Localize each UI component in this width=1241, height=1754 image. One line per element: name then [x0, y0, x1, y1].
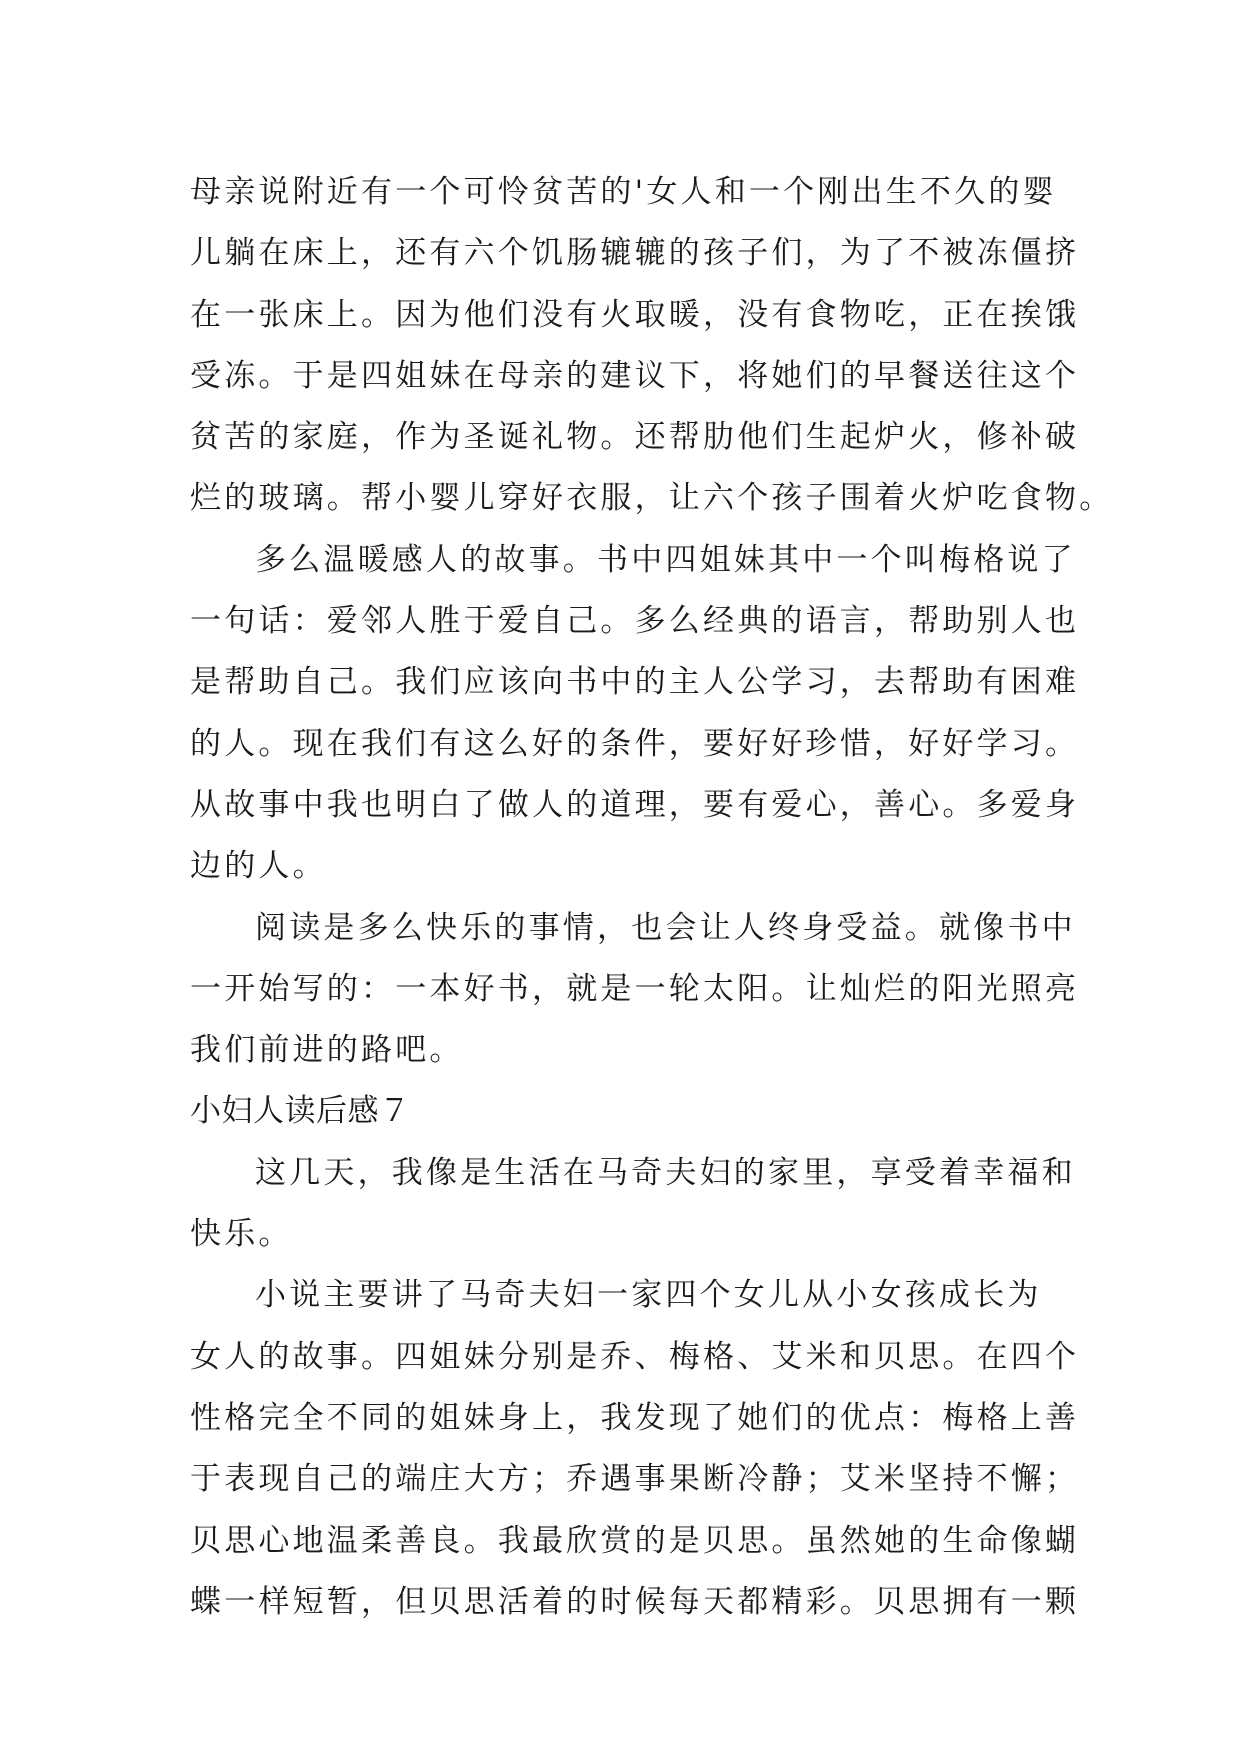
text-line: 的人。现在我们有这么好的条件，要好好珍惜，好好学习。: [190, 725, 1080, 762]
text-line: 是帮助自己。我们应该向书中的主人公学习，去帮助有困难: [190, 664, 1080, 701]
section-heading: 小妇人读后感７: [190, 1093, 411, 1130]
text-line: 一开始写的：一本好书，就是一轮太阳。让灿烂的阳光照亮: [190, 970, 1080, 1007]
text-line: 从故事中我也明白了做人的道理，要有爱心，善心。多爱身: [190, 786, 1080, 823]
text-line: 贝思心地温柔善良。我最欣赏的是贝思。虽然她的生命像蝴: [190, 1522, 1080, 1559]
text-line: 烂的玻璃。帮小婴儿穿好衣服，让六个孩子围着火炉吃食物。: [190, 480, 1114, 517]
text-line: 一句话：爱邻人胜于爱自己。多么经典的语言，帮助别人也: [190, 603, 1080, 640]
paragraph-first-line: 这几天，我像是生活在马奇夫妇的家里，享受着幸福和: [255, 1154, 1076, 1191]
paragraph-first-line: 小说主要讲了马奇夫妇一家四个女儿从小女孩成长为: [255, 1277, 1042, 1314]
text-line: 快乐。: [190, 1216, 293, 1253]
text-line: 受冻。于是四姐妹在母亲的建议下，将她们的早餐送往这个: [190, 357, 1080, 394]
text-line: 性格完全不同的姐妹身上，我发现了她们的优点：梅格上善: [190, 1399, 1080, 1436]
text-line: 在一张床上。因为他们没有火取暖，没有食物吃，正在挨饿: [190, 296, 1080, 333]
text-line: 母亲说附近有一个可怜贫苦的'女人和一个刚出生不久的婴: [190, 174, 1057, 210]
text-line: 我们前进的路吧。: [190, 1032, 464, 1069]
text-line: 边的人。: [190, 848, 327, 885]
text-line: 儿躺在床上，还有六个饥肠辘辘的孩子们，为了不被冻僵挤: [190, 235, 1080, 272]
text-line: 女人的故事。四姐妹分别是乔、梅格、艾米和贝思。在四个: [190, 1338, 1080, 1375]
text-line: 蝶一样短暂，但贝思活着的时候每天都精彩。贝思拥有一颗: [190, 1583, 1080, 1620]
paragraph-first-line: 多么温暖感人的故事。书中四姐妹其中一个叫梅格说了: [255, 541, 1076, 578]
document-body: [190, 162, 1114, 1633]
paragraph-first-line: 阅读是多么快乐的事情，也会让人终身受益。就像书中: [255, 909, 1076, 946]
text-line: 于表现自己的端庄大方；乔遇事果断冷静；艾米坚持不懈；: [190, 1461, 1080, 1498]
text-line: 贫苦的家庭，作为圣诞礼物。还帮肋他们生起炉火，修补破: [190, 419, 1080, 456]
